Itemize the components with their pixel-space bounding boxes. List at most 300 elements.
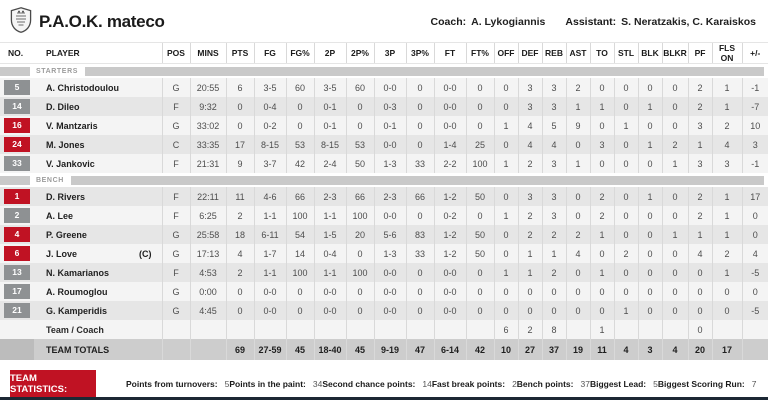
cell-pts: 2 <box>226 206 254 225</box>
cell-pos: G <box>162 225 190 244</box>
cell-fg: 1-1 <box>254 206 286 225</box>
cell-pts: 0 <box>226 97 254 116</box>
team-statistics-title: TEAM STATISTICS: <box>10 370 96 397</box>
empty-number-cell <box>0 320 34 339</box>
cell-pf: 20 <box>688 339 712 360</box>
cell-ft: 0 <box>466 263 494 282</box>
player-name: J. Love <box>46 248 78 259</box>
cell-ft: 2-2 <box>434 154 466 173</box>
coach-label: Coach: <box>430 16 467 28</box>
cell-def: 3 <box>518 78 542 97</box>
cell-2p: 20 <box>346 225 374 244</box>
cell-ft: 50 <box>466 244 494 263</box>
cell-off: 0 <box>494 301 518 320</box>
cell-col-23: -7 <box>742 97 768 116</box>
cell-3p: 0 <box>406 78 434 97</box>
cell-ast: 0 <box>566 263 590 282</box>
cell-fg: 0 <box>286 116 314 135</box>
cell-pts: 17 <box>226 135 254 154</box>
cell-off: 0 <box>494 282 518 301</box>
column-header-ft: FT% <box>466 43 494 64</box>
cell-mins <box>190 320 226 339</box>
column-header-blkr: BLKR <box>662 43 688 64</box>
cell-pts: 69 <box>226 339 254 360</box>
cell-off: 0 <box>494 244 518 263</box>
cell-mins: 22:11 <box>190 187 226 206</box>
cell-def: 3 <box>518 187 542 206</box>
team-stat-label: Second chance points: <box>322 378 416 389</box>
cell-fg: 42 <box>286 154 314 173</box>
cell-pf: 0 <box>688 301 712 320</box>
team-statistics-list <box>126 379 757 389</box>
cell-3p: 0-0 <box>374 135 406 154</box>
cell-def: 2 <box>518 206 542 225</box>
cell-3p: 83 <box>406 225 434 244</box>
cell-pos <box>162 339 190 360</box>
cell-fls-on: 4 <box>712 135 742 154</box>
player-number-badge: 13 <box>4 265 30 280</box>
cell-2p: 100 <box>346 263 374 282</box>
cell-reb: 37 <box>542 339 566 360</box>
section-header-cell <box>0 64 768 79</box>
cell-ft: 0 <box>466 97 494 116</box>
cell-2p: 1-1 <box>314 263 346 282</box>
cell-stl: 0 <box>614 206 638 225</box>
section-label: STARTERS <box>36 68 79 75</box>
cell-def: 2 <box>518 320 542 339</box>
cell-3p: 0 <box>406 97 434 116</box>
cell-stl: 0 <box>614 282 638 301</box>
cell-pos: C <box>162 135 190 154</box>
cell-reb: 3 <box>542 97 566 116</box>
team-stat-value: 5 <box>653 378 658 389</box>
section-bar-right <box>85 67 764 76</box>
cell-fg: 0-2 <box>254 116 286 135</box>
cell-blkr: 4 <box>662 339 688 360</box>
column-header-ft: FT <box>434 43 466 64</box>
cell-fg: 14 <box>286 244 314 263</box>
cell-to: 3 <box>590 135 614 154</box>
column-header-pos: POS <box>162 43 190 64</box>
cell-fg <box>254 320 286 339</box>
cell-ft: 0 <box>466 206 494 225</box>
captain-mark: (C) <box>139 248 152 259</box>
team-stat-value: 5 <box>224 378 230 389</box>
cell-fg: 0-0 <box>254 282 286 301</box>
cell-blkr: 0 <box>662 282 688 301</box>
cell-3p: 0-0 <box>374 206 406 225</box>
column-header-3p: 3P <box>374 43 406 64</box>
cell-ft: 100 <box>466 154 494 173</box>
cell-off: 0 <box>494 78 518 97</box>
cell-mins: 33:35 <box>190 135 226 154</box>
cell-blkr: 0 <box>662 301 688 320</box>
cell-col-23: -1 <box>742 78 768 97</box>
cell-2p: 2-4 <box>314 154 346 173</box>
cell-ast: 1 <box>566 97 590 116</box>
cell-blkr: 2 <box>662 135 688 154</box>
cell-ft <box>434 320 466 339</box>
cell-fg: 27-59 <box>254 339 286 360</box>
cell-ast: 19 <box>566 339 590 360</box>
cell-blk: 1 <box>638 97 662 116</box>
team-stat-label: Bench points: <box>516 378 574 389</box>
cell-ft: 1-2 <box>434 187 466 206</box>
player-name-cell <box>34 187 162 206</box>
cell-mins: 9:32 <box>190 97 226 116</box>
cell-2p: 100 <box>346 206 374 225</box>
player-number-cell <box>0 263 34 282</box>
cell-pf: 0 <box>688 263 712 282</box>
cell-2p: 0 <box>346 97 374 116</box>
player-name: M. Jones <box>46 139 85 150</box>
cell-blk: 0 <box>638 282 662 301</box>
team-stat-item <box>322 379 432 389</box>
player-number-badge: 33 <box>4 156 30 171</box>
team-identity <box>10 7 165 38</box>
cell-fg: 60 <box>286 78 314 97</box>
cell-mins: 21:31 <box>190 154 226 173</box>
cell-fg: 1-7 <box>254 244 286 263</box>
cell-fls-on: 1 <box>712 206 742 225</box>
cell-pts: 4 <box>226 244 254 263</box>
cell-2p: 66 <box>346 187 374 206</box>
team-stat-value: 7 <box>751 378 757 389</box>
coach-name: A. Lykogiannis <box>471 16 546 28</box>
column-header-col-23: +/- <box>742 43 768 64</box>
cell-fg: 0-0 <box>254 301 286 320</box>
cell-stl: 0 <box>614 187 638 206</box>
cell-to: 0 <box>590 282 614 301</box>
cell-to: 0 <box>590 78 614 97</box>
cell-fg: 4-6 <box>254 187 286 206</box>
player-row <box>0 78 768 97</box>
cell-ast: 0 <box>566 206 590 225</box>
cell-to: 2 <box>590 187 614 206</box>
cell-fg: 3-7 <box>254 154 286 173</box>
player-name: G. Kamperidis <box>46 305 108 316</box>
team-stat-item <box>432 379 517 389</box>
team-coach-label: Team / Coach <box>34 320 162 339</box>
cell-fls-on: 2 <box>712 244 742 263</box>
cell-off: 0 <box>494 187 518 206</box>
column-header-2p: 2P <box>314 43 346 64</box>
team-stat-value: 34 <box>312 378 323 389</box>
team-stat-value: 2 <box>512 378 517 389</box>
coaches-info <box>431 16 756 28</box>
player-number-badge: 1 <box>4 189 30 204</box>
page-header <box>0 0 768 42</box>
cell-pf: 2 <box>688 78 712 97</box>
column-header-row <box>0 43 768 64</box>
cell-ast: 0 <box>566 301 590 320</box>
cell-blk: 1 <box>638 187 662 206</box>
cell-off: 1 <box>494 263 518 282</box>
cell-2p: 2-3 <box>314 187 346 206</box>
cell-3p: 9-19 <box>374 339 406 360</box>
cell-to: 11 <box>590 339 614 360</box>
cell-ft: 0 <box>466 116 494 135</box>
cell-reb: 8 <box>542 320 566 339</box>
cell-to: 0 <box>590 301 614 320</box>
player-name: A. Christodoulou <box>46 82 119 93</box>
cell-blkr: 0 <box>662 206 688 225</box>
box-score-table <box>0 42 768 360</box>
column-header-blk: BLK <box>638 43 662 64</box>
team-stat-value: 14 <box>422 378 432 389</box>
cell-off: 10 <box>494 339 518 360</box>
cell-pos: G <box>162 244 190 263</box>
player-name-cell <box>34 244 162 263</box>
cell-off: 0 <box>494 225 518 244</box>
cell-ft: 42 <box>466 339 494 360</box>
cell-3p: 0-0 <box>374 301 406 320</box>
cell-2p: 8-15 <box>314 135 346 154</box>
cell-3p: 0 <box>406 206 434 225</box>
cell-2p: 0 <box>346 301 374 320</box>
cell-stl: 0 <box>614 78 638 97</box>
cell-2p: 50 <box>346 154 374 173</box>
cell-blk: 0 <box>638 116 662 135</box>
cell-col-23: 17 <box>742 187 768 206</box>
cell-ast: 9 <box>566 116 590 135</box>
player-number-cell <box>0 187 34 206</box>
cell-blkr: 0 <box>662 116 688 135</box>
cell-reb: 3 <box>542 206 566 225</box>
cell-fg: 6-11 <box>254 225 286 244</box>
column-header-stl: STL <box>614 43 638 64</box>
cell-pts: 0 <box>226 116 254 135</box>
cell-3p: 0 <box>406 263 434 282</box>
cell-mins: 4:45 <box>190 301 226 320</box>
cell-blk: 0 <box>638 225 662 244</box>
cell-2p: 0 <box>346 244 374 263</box>
cell-reb: 2 <box>542 225 566 244</box>
cell-blkr <box>662 320 688 339</box>
cell-blk: 0 <box>638 244 662 263</box>
player-row <box>0 97 768 116</box>
cell-ft: 0-0 <box>434 301 466 320</box>
player-number-cell <box>0 206 34 225</box>
cell-reb: 0 <box>542 282 566 301</box>
team-stat-value: 37 <box>580 378 590 389</box>
player-name-cell <box>34 135 162 154</box>
cell-to: 0 <box>590 116 614 135</box>
cell-ast: 2 <box>566 78 590 97</box>
player-name: A. Lee <box>46 210 74 221</box>
player-row <box>0 225 768 244</box>
cell-2p: 1-1 <box>314 206 346 225</box>
cell-pf: 2 <box>688 187 712 206</box>
cell-reb: 3 <box>542 154 566 173</box>
cell-pf: 1 <box>688 135 712 154</box>
player-name: N. Kamarianos <box>46 267 110 278</box>
cell-mins: 17:13 <box>190 244 226 263</box>
cell-2p: 53 <box>346 135 374 154</box>
cell-stl: 0 <box>614 97 638 116</box>
cell-off: 1 <box>494 154 518 173</box>
cell-blk: 0 <box>638 206 662 225</box>
cell-pos: F <box>162 154 190 173</box>
cell-blk <box>638 320 662 339</box>
cell-to: 1 <box>590 97 614 116</box>
player-row <box>0 135 768 154</box>
player-number-cell <box>0 282 34 301</box>
assistant-label: Assistant: <box>565 16 617 28</box>
cell-pos: F <box>162 97 190 116</box>
cell-ft: 0-0 <box>434 116 466 135</box>
cell-3p <box>374 320 406 339</box>
cell-ft: 0-0 <box>434 263 466 282</box>
player-name: A. Roumoglou <box>46 286 108 297</box>
cell-3p: 0 <box>406 116 434 135</box>
cell-pos: G <box>162 282 190 301</box>
cell-reb: 2 <box>542 263 566 282</box>
cell-fls-on: 1 <box>712 263 742 282</box>
column-header-off: OFF <box>494 43 518 64</box>
column-header-fls-on: FLS ON <box>712 43 742 64</box>
player-name: V. Mantzaris <box>46 120 98 131</box>
section-header-bench <box>0 173 768 187</box>
cell-def: 4 <box>518 116 542 135</box>
cell-3p <box>406 320 434 339</box>
team-stat-label: Fast break points: <box>431 378 506 389</box>
cell-col-23: -1 <box>742 154 768 173</box>
cell-2p: 18-40 <box>314 339 346 360</box>
player-number-badge: 5 <box>4 80 30 95</box>
cell-blkr: 0 <box>662 263 688 282</box>
cell-reb: 5 <box>542 116 566 135</box>
cell-ft: 0-0 <box>434 282 466 301</box>
cell-pf: 0 <box>688 320 712 339</box>
cell-fls-on: 3 <box>712 154 742 173</box>
cell-blkr: 0 <box>662 244 688 263</box>
cell-mins: 4:53 <box>190 263 226 282</box>
cell-mins: 25:58 <box>190 225 226 244</box>
cell-2p: 0-0 <box>314 301 346 320</box>
cell-to: 0 <box>590 154 614 173</box>
table-body <box>0 64 768 361</box>
player-number-badge: 2 <box>4 208 30 223</box>
player-row <box>0 187 768 206</box>
cell-2p <box>314 320 346 339</box>
cell-pos: F <box>162 206 190 225</box>
cell-3p: 1-3 <box>374 154 406 173</box>
cell-blk: 0 <box>638 263 662 282</box>
team-stat-item <box>658 379 757 389</box>
cell-stl: 0 <box>614 263 638 282</box>
cell-ft: 0 <box>466 78 494 97</box>
cell-fg: 3-5 <box>254 78 286 97</box>
cell-ast: 0 <box>566 282 590 301</box>
cell-mins: 0:00 <box>190 282 226 301</box>
team-name: P.A.O.K. mateco <box>39 12 165 31</box>
cell-def: 27 <box>518 339 542 360</box>
cell-ft: 0 <box>466 301 494 320</box>
cell-stl: 1 <box>614 301 638 320</box>
cell-fg: 0 <box>286 97 314 116</box>
team-stat-label: Points from turnovers: <box>126 378 218 389</box>
cell-def: 0 <box>518 282 542 301</box>
cell-stl: 0 <box>614 225 638 244</box>
cell-reb: 0 <box>542 301 566 320</box>
cell-col-23: 0 <box>742 282 768 301</box>
cell-def: 4 <box>518 135 542 154</box>
cell-def: 1 <box>518 263 542 282</box>
cell-blkr: 1 <box>662 154 688 173</box>
cell-fg: 0 <box>286 282 314 301</box>
cell-3p: 0 <box>406 301 434 320</box>
cell-fls-on: 1 <box>712 225 742 244</box>
player-number-badge: 24 <box>4 137 30 152</box>
cell-2p: 60 <box>346 78 374 97</box>
cell-stl: 1 <box>614 116 638 135</box>
cell-fg <box>286 320 314 339</box>
player-number-cell <box>0 97 34 116</box>
cell-2p: 0 <box>346 282 374 301</box>
cell-col-23: -5 <box>742 301 768 320</box>
cell-2p: 45 <box>346 339 374 360</box>
cell-ft: 0-0 <box>434 97 466 116</box>
cell-ft: 0-0 <box>434 78 466 97</box>
column-header-no: NO. <box>0 43 34 64</box>
cell-pts <box>226 320 254 339</box>
cell-mins <box>190 339 226 360</box>
cell-pts: 11 <box>226 187 254 206</box>
cell-def: 3 <box>518 97 542 116</box>
cell-2p: 0 <box>346 116 374 135</box>
cell-to: 1 <box>590 225 614 244</box>
cell-off: 0 <box>494 97 518 116</box>
cell-ft: 1-2 <box>434 244 466 263</box>
player-number-badge: 6 <box>4 246 30 261</box>
cell-fg: 54 <box>286 225 314 244</box>
cell-pf: 3 <box>688 116 712 135</box>
team-statistics-bar <box>10 370 768 397</box>
section-header-starters <box>0 64 768 79</box>
section-label: BENCH <box>36 177 64 184</box>
cell-mins: 33:02 <box>190 116 226 135</box>
player-name-cell <box>34 301 162 320</box>
cell-fg: 100 <box>286 263 314 282</box>
cell-ft: 25 <box>466 135 494 154</box>
team-coach-row <box>0 320 768 339</box>
cell-blk: 1 <box>638 135 662 154</box>
cell-ft: 50 <box>466 187 494 206</box>
cell-pf: 2 <box>688 97 712 116</box>
cell-3p: 2-3 <box>374 187 406 206</box>
cell-col-23: 10 <box>742 116 768 135</box>
cell-def: 1 <box>518 244 542 263</box>
team-stat-label: Points in the paint: <box>229 378 306 389</box>
column-header-mins: MINS <box>190 43 226 64</box>
cell-fg: 0 <box>286 301 314 320</box>
cell-3p: 0-0 <box>374 263 406 282</box>
cell-3p: 33 <box>406 154 434 173</box>
cell-stl <box>614 320 638 339</box>
cell-fls-on: 17 <box>712 339 742 360</box>
section-header-cell <box>0 173 768 187</box>
player-number-cell <box>0 135 34 154</box>
cell-2p: 0-0 <box>314 282 346 301</box>
player-name: D. Rivers <box>46 191 86 202</box>
cell-ast <box>566 320 590 339</box>
column-header-pts: PTS <box>226 43 254 64</box>
cell-pts: 6 <box>226 78 254 97</box>
team-totals-row <box>0 339 768 360</box>
section-bar-left <box>0 67 30 76</box>
cell-pf: 2 <box>688 206 712 225</box>
